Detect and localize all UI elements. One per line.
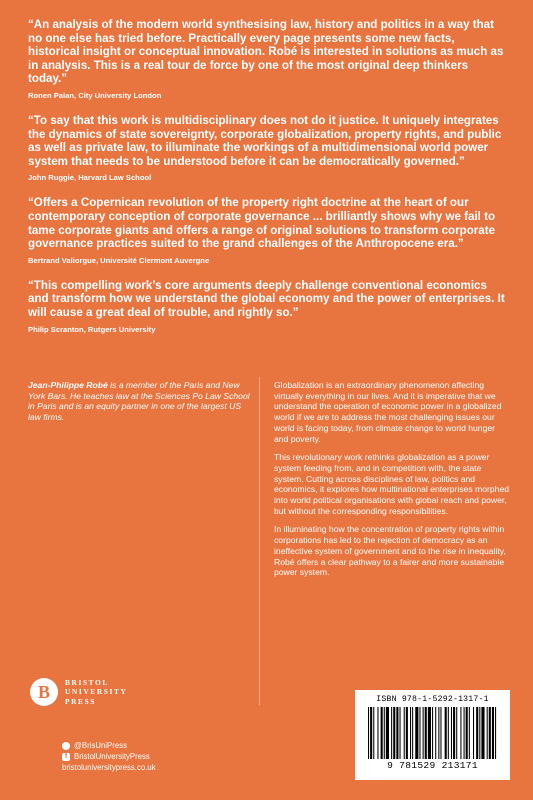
barcode-bar xyxy=(465,707,467,759)
barcode-bar xyxy=(370,707,372,759)
barcode-bar xyxy=(488,707,490,759)
barcode-bar xyxy=(399,707,400,759)
description-paragraph: In illuminating how the concentration of property rights within corporations has led to the rejection of democracy as an ineffective system of government and to the rise in inequality, Robé offers a clear pathway to a fairer and more sustainable power system. xyxy=(274,524,506,578)
quote-attribution: Philip Scranton, Rutgers University xyxy=(28,324,156,334)
website-text: bristoluniversitypress.co.uk xyxy=(62,763,156,772)
barcode-bar xyxy=(481,707,484,759)
author-bio xyxy=(28,380,250,423)
logo-letter: B xyxy=(37,681,50,702)
barcode-bar xyxy=(486,707,487,759)
publisher-name-line: UNIVERSITY xyxy=(65,687,128,697)
barcode-bar xyxy=(463,707,464,759)
barcode-bar xyxy=(435,707,436,759)
publisher-name-line: PRESS xyxy=(65,696,97,706)
twitter-text: @BrisUniPress xyxy=(74,741,127,750)
website-link[interactable] xyxy=(62,762,156,773)
barcode-bar xyxy=(385,707,388,759)
endorsement-4 xyxy=(28,279,506,335)
publisher-contacts xyxy=(62,740,156,773)
description-paragraph: This revolutionary work rethinks globalization as a power system feeding from, and in competition with, the state system. Cutting across disciplines of law, politics and economics, it explores how multinational enterprises morphed into world political organisations with global reach and power, but without the corresponding responsibilities. xyxy=(274,452,510,516)
quote-attribution: Bertrand Valiorgue, Université Clermont Auvergne xyxy=(28,255,210,265)
endorsement-2 xyxy=(28,114,506,183)
barcode-bar xyxy=(479,707,480,759)
quote-text: “Offers a Copernican revolution of the property right doctrine at the heart of our contemporary conception of corporate governance ... brilliantly shows why we fail to tame corporate giants and offers a range of original solutions to transform corporate governance practices suited to the grand challenges of the Anthropocene era.” xyxy=(28,196,496,251)
barcode-bar xyxy=(410,707,411,759)
barcode-bar xyxy=(438,707,439,759)
barcode-bar xyxy=(447,707,448,759)
barcode-bar xyxy=(422,707,423,759)
quote-text: “An analysis of the modern world synthesising law, history and politics in a way that no one else has tried before. Practically every page presents some new facts, historical insight or conceptual innovation. Robé is interested in solutions as much as in analysis. This is a real tour de force by one of the most original deep thinkers today.” xyxy=(28,18,504,86)
barcode-bar xyxy=(412,707,413,759)
facebook-handle[interactable] xyxy=(62,751,156,762)
barcode-bar xyxy=(460,707,461,759)
barcode-bar xyxy=(396,707,398,759)
barcode-bar xyxy=(456,707,457,759)
barcode-bar xyxy=(450,707,451,759)
barcode-bar xyxy=(495,707,496,759)
isbn-digits: 9 781529 213171 xyxy=(387,760,478,771)
facebook-text: BristolUniversityPress xyxy=(74,752,150,761)
barcode-bar xyxy=(427,707,430,759)
author-bio-text: is a member of the Paris and New York Bars. He teaches law at the Sciences Po Law School in Paris and is an equity partner in one of the largest US law firms. xyxy=(28,380,250,423)
quote-text: “To say that this work is multidisciplinary does not do it justice. It uniquely integrates the dynamics of state sovereignty, corporate globalization, property rights, and public as well as private law, to illuminate the workings of a multidimensional world power system that needs to be understood before it can be democratically governed.” xyxy=(28,113,502,168)
quote-text: “This compelling work’s core arguments deeply challenge conventional economics and transform how we understand the global economy and the power of enterprises. It will cause a great deal of trouble, and rightly so.” xyxy=(28,278,505,319)
book-description xyxy=(274,380,510,586)
barcode-bar xyxy=(368,707,369,759)
barcode-bar xyxy=(424,707,426,759)
barcode-bar xyxy=(491,707,493,759)
endorsement-3 xyxy=(28,196,506,265)
twitter-handle[interactable] xyxy=(62,740,156,751)
barcode-bar xyxy=(444,707,446,759)
isbn-barcode xyxy=(355,690,510,780)
column-divider xyxy=(259,377,260,705)
description-paragraph: Globalization is an extraordinary phenomenon affecting virtually everything in our lives. And it is imperative that we understand the operation of economic power in a globalized world if we are to address the most challenging issues our world is facing today, from climate change to world hunger and poverty. xyxy=(274,380,502,444)
barcode-bar xyxy=(453,707,455,759)
barcode-bars xyxy=(364,707,502,759)
barcode-bar xyxy=(468,707,469,759)
isbn-label: ISBN 978-1-5292-1317-1 xyxy=(376,695,489,704)
quote-attribution: John Ruggie, Harvard Law School xyxy=(28,173,152,183)
barcode-bar xyxy=(403,707,404,759)
barcode-bar xyxy=(432,707,433,759)
barcode-bar xyxy=(476,707,478,759)
barcode-bar xyxy=(440,707,441,759)
barcode-bar xyxy=(419,707,420,759)
barcode-bar xyxy=(380,707,382,759)
publisher-logo xyxy=(30,678,127,706)
endorsement-1 xyxy=(28,18,506,101)
barcode-bar xyxy=(383,707,384,759)
quote-attribution: Ronen Palan, City University London xyxy=(28,90,162,100)
barcode-bar xyxy=(393,707,395,759)
publisher-name-line: BRISTOL xyxy=(65,678,109,687)
barcode-bar xyxy=(415,707,418,759)
author-name: Jean-Philippe Robé xyxy=(28,380,108,390)
endorsements xyxy=(28,18,506,348)
barcode-bar xyxy=(405,707,407,759)
barcode-bar xyxy=(391,707,392,759)
barcode-bar xyxy=(377,707,378,759)
publisher-name xyxy=(65,678,127,706)
twitter-icon xyxy=(62,742,70,750)
facebook-icon: f xyxy=(62,753,70,761)
barcode-bar xyxy=(373,707,374,759)
barcode-bar xyxy=(473,707,474,759)
publisher-logo-icon xyxy=(30,678,58,706)
